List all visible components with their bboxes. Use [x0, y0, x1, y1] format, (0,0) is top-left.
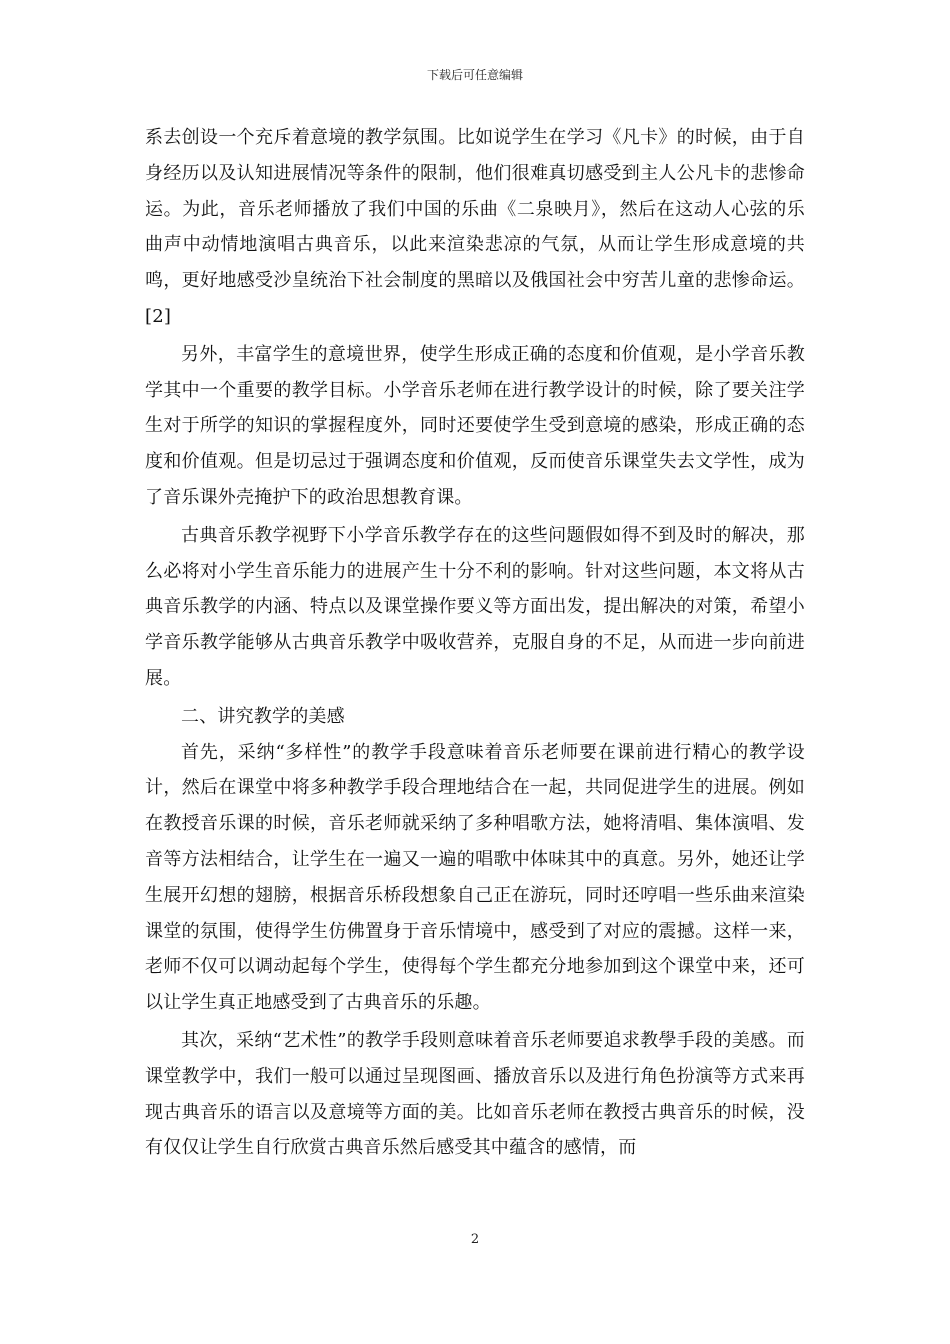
paragraph-first: 首先，采纳“多样性”的教学手段意味着音乐老师要在课前进行精心的教学设计，然后在课堂中将多种教学手段合理地结合在一起，共同促进学生的进展。例如在教授音乐课的时候，音乐老师就采纳了多种唱歌方法，她将清唱、集体演唱、发音等方法相结合，让学生在一遍又一遍的唱歌中体味其中的真意。另外，她还让学生展开幻想的翅膀，根据音乐桥段想象自己正在游玩，同时还哼唱一些乐曲来渲染课堂的氛围，使得学生仿佛置身于音乐情境中，感受到了对应的震撼。这样一来，老师不仅可以调动起每个学生，使得每个学生都充分地参加到这个课堂中来，还可以让学生真正地感受到了古典音乐的乐趣。 — [145, 741, 805, 1014]
page-header: 下载后可任意编辑 — [426, 68, 523, 82]
paragraph-values: 另外，丰富学生的意境世界，使学生形成正确的态度和价值观，是小学音乐教学其中一个重要的教学目标。小学音乐老师在进行教学设计的时候，除了要关注学生对于所学的知识的掌握程度外，同时还要使学生受到意境的感染，形成正确的态度和价值观。但是切忌过于强调态度和价值观，反而使音乐课堂失去文学性，成为了音乐课外壳掩护下的政治思想教育课。 — [145, 343, 805, 508]
paragraph-problems: 古典音乐教学视野下小学音乐教学存在的这些问题假如得不到及时的解决，那么必将对小学生音乐能力的进展产生十分不利的影响。针对这些问题，本文将从古典音乐教学的内涵、特点以及课堂操作要义等方面出发，提出解决的对策，希望小学音乐教学能够从古典音乐教学中吸收营养，克服自身的不足，从而进一步向前进展。 — [145, 524, 805, 689]
paragraph-second: 其次，采纳“艺术性”的教学手段则意味着音乐老师要追求教學手段的美感。而课堂教学中，我们一般可以通过呈现图画、播放音乐以及进行角色扮演等方式来再现古典音乐的语言以及意境等方面的美。比如音乐老师在教授古典音乐的时候，没有仅仅让学生自行欣赏古典音乐然后感受其中蕴含的感情，而 — [145, 1029, 805, 1159]
page-number: 2 — [470, 1232, 480, 1247]
document-body — [145, 120, 805, 1166]
paragraph-continuation: 系去创设一个充斥着意境的教学氛围。比如说学生在学习《凡卡》的时候，由于自身经历以及认知进展情况等条件的限制，他们很难真切感受到主人公凡卡的悲惨命运。为此，音乐老师播放了我们中国的乐曲《二泉映月》，然后在这动人心弦的乐曲声中动情地演唱古典音乐，以此来渲染悲凉的气氛，从而让学生形成意境的共鸣，更好地感受沙皇统治下社会制度的黑暗以及俄国社会中穷苦儿童的悲惨命运。[2] — [145, 127, 805, 327]
section-heading: 二、讲究教学的美感 — [181, 705, 345, 727]
